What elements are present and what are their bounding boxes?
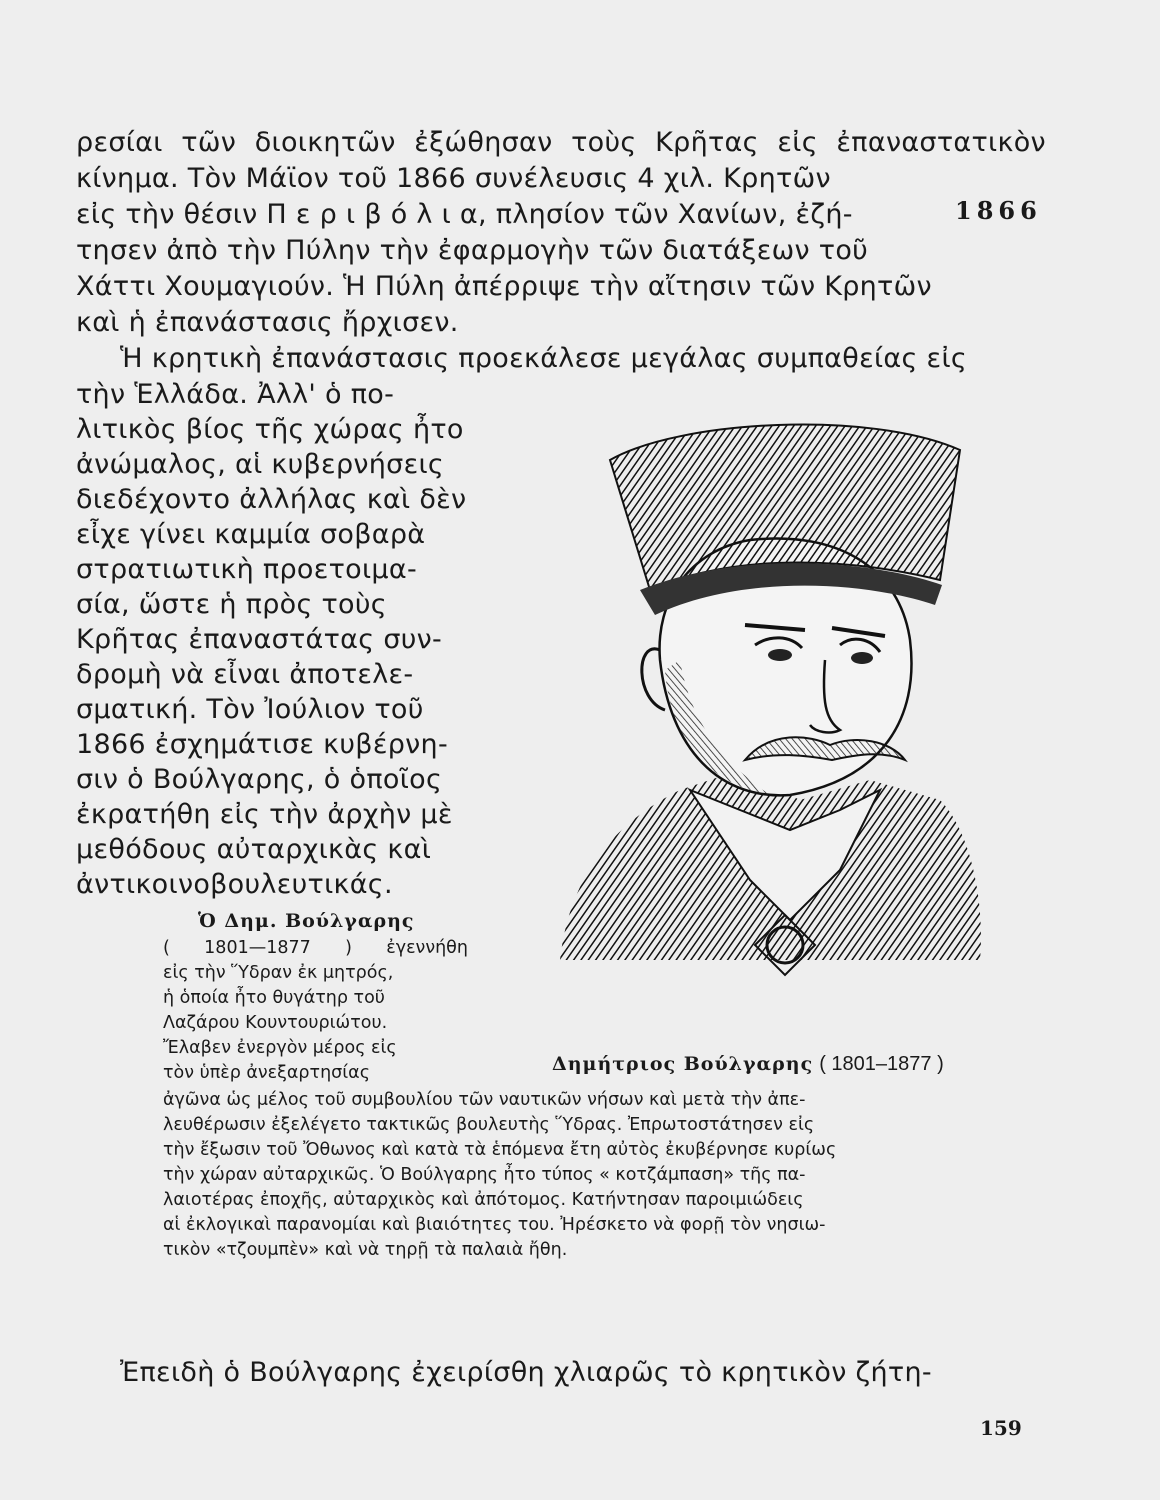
bio-line: λαιοτέρας ἐποχῆς, αὐταρχικὸς καὶ ἀπότομος. Κατήντησαν παροιμιώδεις (163, 1190, 804, 1210)
text-line: διεδέχοντο ἀλλήλας καὶ δὲν (76, 484, 467, 515)
bio-line: Ἔλαβεν ἐνεργὸν μέρος εἰς (163, 1038, 397, 1058)
text-line: κίνημα. Τὸν Μάϊον τοῦ 1866 συνέλευσις 4 χιλ. Κρητῶν (76, 163, 831, 194)
bio-line: ἡ ὁποία ἦτο θυγάτηρ τοῦ (163, 988, 385, 1008)
text-line: Κρῆτας ἐπαναστάτας συν- (76, 624, 443, 655)
bottom-text-line: Ἐπειδὴ ὁ Βούλγαρης ἐχειρίσθη χλιαρῶς τὸ κρητικὸν ζήτη- (120, 1357, 932, 1388)
text-line: λιτικὸς βίος τῆς χώρας ἦτο (76, 414, 464, 445)
text-line: σματική. Τὸν Ἰούλιον τοῦ (76, 694, 424, 725)
text-line: τὴν Ἑλλάδα. Ἀλλ' ὁ πο- (76, 379, 395, 410)
text-line: στρατιωτικὴ προετοιμα- (76, 554, 418, 585)
bio-name: Ὁ Δημ. Βούλγαρης (198, 910, 415, 932)
bio-line: ( 1801—1877 ) ἐγεννήθη (163, 938, 468, 958)
bio-line: αἱ ἐκλογικαὶ παρανομίαι καὶ βιαιότητες του. Ἠρέσκετο νὰ φορῇ τὸν νησιω- (163, 1215, 826, 1235)
bio-line: λευθέρωσιν ἐξελέγετο τακτικῶς βουλευτὴς Ὕδρας. Ἐπρωτοστάτησεν εἰς (163, 1115, 815, 1135)
text-line: καὶ ἡ ἐπανάστασις ἤρχισεν. (76, 307, 459, 338)
text-line: ρεσίαι τῶν διοικητῶν ἐξώθησαν τοὺς Κρῆτας εἰς ἐπαναστατικὸν (76, 127, 1046, 158)
portrait-caption-name: Δημήτριος Βούλγαρης (552, 1053, 814, 1075)
text-line: Ἡ κρητικὴ ἐπανάστασις προεκάλεσε μεγάλας συμπαθείας εἰς (120, 343, 968, 374)
text-line: σιν ὁ Βούλγαρης, ὁ ὁποῖος (76, 764, 443, 795)
text-line: σία, ὥστε ἡ πρὸς τοὺς (76, 589, 387, 620)
bio-line: τικὸν «τζουμπὲν» καὶ νὰ τηρῇ τὰ παλαιὰ ἤθη. (163, 1240, 568, 1260)
bio-line: ἀγῶνα ὡς μέλος τοῦ συμβουλίου τῶν ναυτικῶν νήσων καὶ μετὰ τὴν ἀπε- (163, 1090, 806, 1110)
bio-line: τὴν χώραν αὐταρχικῶς. Ὁ Βούλγαρης ἦτο τύπος « κοτζάμπαση» τῆς πα- (163, 1165, 806, 1185)
text-line: ἐκρατήθη εἰς τὴν ἀρχὴν μὲ (76, 799, 453, 830)
text-line: Χάττι Χουμαγιούν. Ἡ Πύλη ἀπέρριψε τὴν αἴτησιν τῶν Κρητῶν (76, 271, 932, 302)
text-line: 1866 ἐσχημάτισε κυβέρνη- (76, 729, 449, 760)
page-number: 159 (980, 1416, 1022, 1440)
text-line: δρομὴ νὰ εἶναι ἀποτελε- (76, 659, 414, 690)
portrait-illustration (540, 400, 1040, 1000)
text-line: ἀντικοινοβουλευτικάς. (76, 869, 393, 900)
bio-line: εἰς τὴν Ὕδραν ἐκ μητρός, (163, 963, 394, 983)
bio-line: τὸν ὑπὲρ ἀνεξαρτησίας (163, 1063, 370, 1083)
bio-line: Λαζάρου Κουντουριώτου. (163, 1013, 388, 1033)
text-line: μεθόδους αὐταρχικὰς καὶ (76, 834, 432, 865)
text-line: ἀνώμαλος, αἱ κυβερνήσεις (76, 449, 445, 480)
portrait-caption-dates: ( 1801–1877 ) (819, 1053, 944, 1075)
bio-line: τὴν ἔξωσιν τοῦ Ὄθωνος καὶ κατὰ τὰ ἑπόμενα ἔτη αὐτὸς ἐκυβέρνησε κυρίως (163, 1140, 837, 1160)
text-line: εἶχε γίνει καμμία σοβαρὰ (76, 519, 426, 550)
portrait-caption (552, 1052, 944, 1076)
margin-year-note: 1866 (955, 196, 1042, 225)
text-line: τησεν ἀπὸ τὴν Πύλην τὴν ἐφαρμογὴν τῶν διατάξεων τοῦ (76, 235, 869, 266)
text-line: εἰς τὴν θέσιν Π ε ρ ι β ό λ ι α, πλησίον τῶν Χανίων, ἐζή- (76, 199, 853, 230)
